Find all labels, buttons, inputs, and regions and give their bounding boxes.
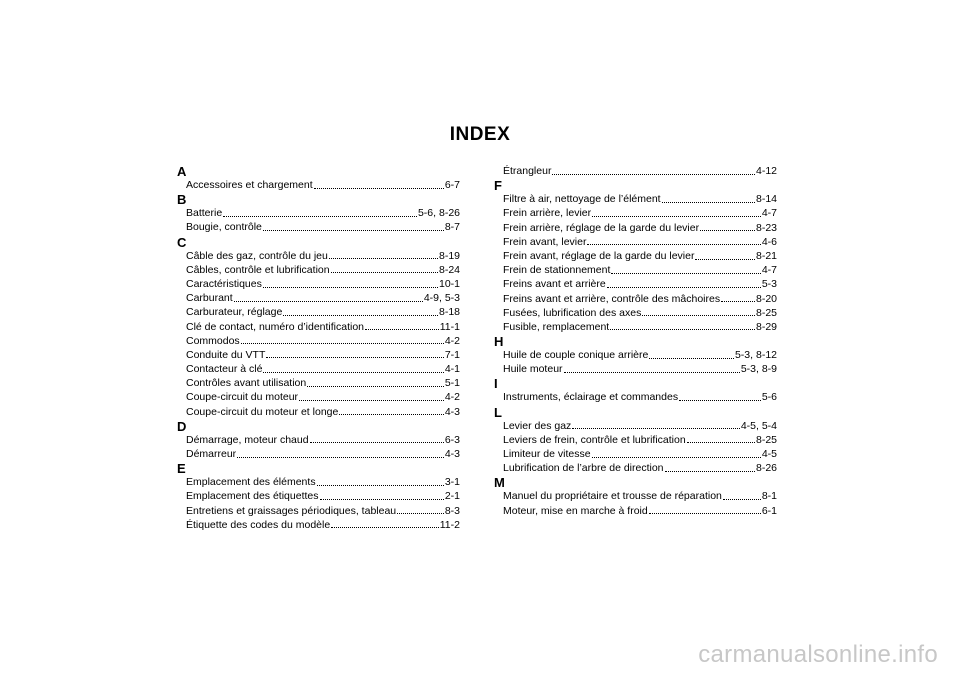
index-entry-text: Conduite du VTT — [186, 348, 266, 361]
index-entry-text: Contrôles avant utilisation — [186, 377, 307, 390]
index-entry-text: Démarreur — [186, 448, 237, 460]
dot-leader — [679, 400, 761, 401]
dot-leader — [662, 202, 755, 203]
dot-leader — [263, 287, 438, 288]
index-entry — [494, 489, 777, 503]
index-entry-page: 8-1 — [761, 490, 777, 503]
index-entry-page: 5-3, 8-9 — [740, 363, 777, 376]
dot-leader — [665, 471, 755, 472]
index-entry-text: Fusible, remplacement — [503, 320, 610, 333]
index-entry-page: 10-1 — [438, 277, 460, 290]
dot-leader — [649, 513, 761, 514]
index-entry — [177, 447, 460, 461]
dot-leader — [687, 442, 755, 443]
index-entry-text: Leviers de frein, contrôle et lubrification — [503, 433, 686, 446]
index-entry-page: 4-2 — [444, 391, 460, 404]
index-entry-page: 4-2 — [444, 334, 460, 347]
index-entry-page: 4-3 — [444, 448, 460, 460]
dot-leader — [611, 273, 760, 274]
index-entry-text: Freins avant et arrière, contrôle des mâchoires — [503, 292, 721, 305]
index-entry-page: 5-3 — [761, 278, 777, 291]
index-entry-page: 8-23 — [755, 221, 777, 234]
index-entry-text: Huile moteur — [503, 363, 563, 376]
index-entry-page: 4-12 — [755, 165, 777, 177]
index-letter-b: B — [177, 192, 187, 208]
dot-leader — [241, 343, 444, 344]
dot-leader — [723, 499, 761, 500]
index-entry — [177, 362, 460, 376]
index-entry-text: Emplacement des éléments — [186, 476, 316, 489]
index-entry-text: Batterie — [186, 207, 223, 220]
index-entry-page: 5-3, 8-12 — [734, 349, 777, 362]
index-entry — [494, 419, 777, 433]
index-entry-text: Emplacement des étiquettes — [186, 490, 319, 503]
dot-leader — [610, 329, 755, 330]
index-entry-page: 8-3 — [444, 504, 460, 517]
index-entry — [494, 504, 777, 518]
dot-leader — [592, 457, 761, 458]
dot-leader — [331, 527, 439, 528]
index-entry — [177, 390, 460, 404]
index-entry — [177, 475, 460, 489]
index-entry — [177, 334, 460, 348]
index-entry-text: Carburateur, réglage — [186, 306, 283, 319]
index-letter-f: F — [494, 178, 502, 194]
index-entry — [494, 320, 777, 334]
dot-leader — [721, 301, 755, 302]
index-entry-page: 4-6 — [761, 235, 777, 248]
index-entry-text: Huile de couple conique arrière — [503, 349, 649, 362]
index-entry-page: 8-24 — [438, 263, 460, 276]
index-entry-text: Démarrage, moteur chaud — [186, 433, 309, 446]
index-entry — [177, 220, 460, 234]
index-entry-text: Frein avant, réglage de la garde du levier — [503, 249, 695, 262]
index-letter-d: D — [177, 418, 187, 434]
index-entry — [494, 306, 777, 320]
index-entry — [177, 376, 460, 390]
index-entry-page: 4-7 — [761, 264, 777, 277]
index-entry-page: 3-1 — [444, 476, 460, 489]
index-entry-text: Limiteur de vitesse — [503, 448, 591, 460]
dot-leader — [607, 287, 761, 288]
dot-leader — [572, 428, 740, 429]
index-entry-page: 8-26 — [755, 462, 777, 475]
index-entry — [494, 221, 777, 235]
index-entry-page: 6-3 — [444, 433, 460, 446]
index-entry-page: 4-9, 5-3 — [423, 292, 460, 305]
dot-leader — [397, 513, 444, 514]
dot-leader — [331, 272, 438, 273]
index-entry-page: 8-7 — [444, 221, 460, 234]
dot-leader — [329, 258, 438, 259]
index-entry-page: 4-5, 5-4 — [740, 419, 777, 432]
index-letter-h: H — [494, 334, 504, 350]
index-entry-text: Commodos — [186, 334, 240, 347]
dot-leader — [552, 174, 755, 175]
index-entry-text: Coupe-circuit du moteur — [186, 391, 299, 404]
dot-leader — [299, 400, 444, 401]
index-entry-text: Accessoires et chargement — [186, 179, 313, 191]
index-entry-text: Carburant — [186, 292, 233, 305]
index-entry-text: Frein de stationnement — [503, 264, 611, 277]
watermark: carmanualsonline.info — [698, 641, 938, 668]
index-letter-i: I — [494, 376, 498, 392]
index-letter-m: M — [494, 475, 505, 491]
index-entry-page: 4-7 — [761, 207, 777, 220]
dot-leader — [339, 414, 443, 415]
index-entry — [177, 405, 460, 419]
index-entry-page: 8-25 — [755, 306, 777, 319]
index-entry-text: Frein arrière, levier — [503, 207, 592, 220]
index-entry-text: Instruments, éclairage et commandes — [503, 391, 679, 404]
dot-leader — [223, 216, 417, 217]
index-entry-text: Moteur, mise en marche à froid — [503, 504, 648, 517]
index-entry-page: 5-1 — [444, 377, 460, 390]
index-entry-page: 6-7 — [444, 179, 460, 191]
index-column-left — [177, 164, 460, 532]
index-entry — [177, 504, 460, 518]
index-entry-page: 7-1 — [444, 348, 460, 361]
index-entry-page: 5-6, 8-26 — [417, 207, 460, 220]
index-entry — [494, 390, 777, 404]
index-entry — [494, 447, 777, 461]
index-entry — [177, 305, 460, 319]
index-entry — [177, 433, 460, 447]
index-entry — [177, 489, 460, 503]
dot-leader — [263, 230, 444, 231]
index-entry — [494, 348, 777, 362]
dot-leader — [317, 485, 444, 486]
dot-leader — [234, 301, 423, 302]
index-entry — [177, 249, 460, 263]
index-entry — [177, 348, 460, 362]
index-entry-text: Caractéristiques — [186, 277, 262, 290]
dot-leader — [266, 357, 443, 358]
index-entry-page: 8-29 — [755, 320, 777, 333]
index-entry-text: Contacteur à clé — [186, 363, 263, 376]
index-entry-text: Câble des gaz, contrôle du jeu — [186, 249, 328, 262]
index-entry-page: 8-20 — [755, 292, 777, 305]
dot-leader — [307, 386, 444, 387]
index-entry-page: 11-1 — [439, 320, 460, 333]
index-entry-page: 8-18 — [438, 306, 460, 319]
index-entry-page: 8-21 — [755, 249, 777, 262]
index-entry — [494, 433, 777, 447]
index-entry-text: Bougie, contrôle — [186, 221, 262, 234]
index-entry — [177, 178, 460, 192]
dot-leader — [310, 442, 444, 443]
index-entry — [494, 249, 777, 263]
index-entry-text: Étiquette des codes du modèle — [186, 518, 331, 531]
index-entry — [494, 362, 777, 376]
index-entry-page: 5-6 — [761, 391, 777, 404]
index-entry-page: 4-3 — [444, 405, 460, 418]
index-entry-text: Étrangleur — [503, 165, 552, 177]
index-entry-text: Frein avant, levier — [503, 235, 587, 248]
index-entry-page: 4-1 — [444, 363, 460, 376]
index-entry-text: Entretiens et graissages périodiques, tableau — [186, 504, 397, 517]
index-entry — [177, 518, 460, 532]
index-entry — [494, 206, 777, 220]
index-entry-text: Manuel du propriétaire et trousse de réparation — [503, 490, 722, 503]
index-entry-text: Clé de contact, numéro d’identification — [186, 320, 365, 333]
index-entry — [177, 277, 460, 291]
dot-leader — [649, 358, 734, 359]
index-entry-page: 6-1 — [761, 504, 777, 517]
index-letter-l: L — [494, 404, 502, 420]
dot-leader — [564, 372, 740, 373]
index-entry-page: 8-25 — [755, 433, 777, 446]
index-entry — [494, 292, 777, 306]
page-title: INDEX — [449, 124, 511, 145]
dot-leader — [592, 216, 761, 217]
dot-leader — [283, 315, 438, 316]
index-entry — [494, 192, 777, 206]
index-entry-page: 4-5 — [761, 448, 777, 460]
index-entry-text: Freins avant et arrière — [503, 278, 606, 291]
index-column-right — [494, 164, 777, 518]
index-entry — [494, 164, 777, 178]
dot-leader — [263, 372, 443, 373]
index-letter-c: C — [177, 234, 187, 250]
dot-leader — [314, 188, 444, 189]
index-entry — [494, 263, 777, 277]
index-entry-text: Coupe-circuit du moteur et longe — [186, 405, 339, 418]
index-entry — [177, 263, 460, 277]
index-entry-text: Levier des gaz — [503, 419, 572, 432]
index-entry-text: Filtre à air, nettoyage de l’élément — [503, 193, 661, 206]
dot-leader — [700, 230, 755, 231]
index-entry — [494, 235, 777, 249]
index-entry — [494, 277, 777, 291]
dot-leader — [365, 329, 439, 330]
dot-leader — [695, 259, 755, 260]
index-entry-text: Câbles, contrôle et lubrification — [186, 263, 330, 276]
index-letter-e: E — [177, 461, 186, 477]
index-entry-page: 8-19 — [438, 249, 460, 262]
dot-leader — [642, 315, 755, 316]
index-letter-a: A — [177, 164, 187, 179]
index-entry — [177, 320, 460, 334]
index-entry-text: Lubrification de l’arbre de direction — [503, 462, 664, 475]
index-entry-text: Fusées, lubrification des axes — [503, 306, 642, 319]
index-entry — [494, 461, 777, 475]
index-entry-text: Frein arrière, réglage de la garde du levier — [503, 221, 700, 234]
index-entry-page: 11-2 — [439, 518, 460, 531]
index-entry-page: 8-14 — [755, 193, 777, 206]
index-entry — [177, 206, 460, 220]
index-entry-page: 2-1 — [444, 490, 460, 503]
dot-leader — [237, 457, 444, 458]
dot-leader — [587, 244, 760, 245]
dot-leader — [320, 499, 444, 500]
index-entry — [177, 291, 460, 305]
